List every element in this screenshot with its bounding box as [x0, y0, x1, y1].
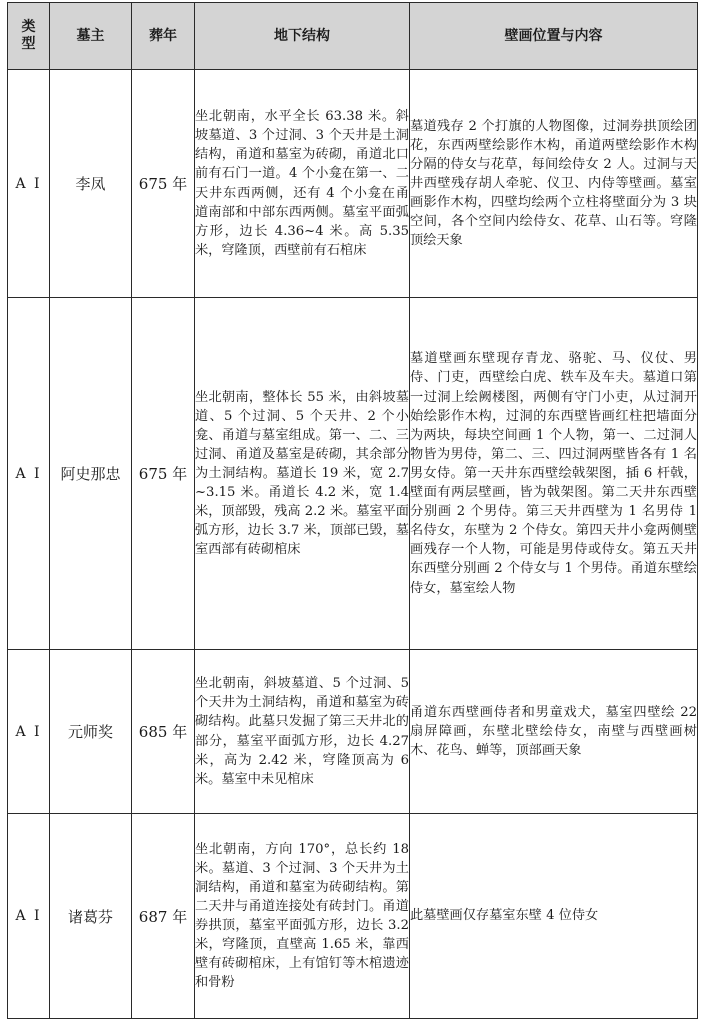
- cell-structure: 坐北朝南，整体长 55 米，由斜坡墓道、5 个过洞、5 个天井、2 个小龛、甬道与墓室组成。第一、二、三过洞、甬道及墓室是砖砌，其余部分为土洞结构。墓道长 19 米，宽 2.7~3.15 米。甬道长 4.2 米，宽 1.4 米，顶部毁，残高 2.2 米。墓室平面弧方形，边长 3.7 米，顶部已毁，墓室西部有砖砌棺床: [195, 298, 410, 650]
- cell-structure: 坐北朝南，方向 170°，总长约 18 米。墓道、3 个过洞、3 个天井为土洞结构，甬道和墓室为砖砌结构。第二天井与甬道连接处有砖封门。甬道券拱顶，墓室平面弧方形，边长 3.2 米，穹隆顶，直壁高 1.65 米，靠西壁有砖砌棺床，上有馆钉等木棺遗迹和骨粉: [195, 814, 410, 1019]
- cell-type: A Ⅰ: [8, 70, 50, 298]
- cell-owner: 元师奖: [50, 650, 132, 814]
- header-type: 类型: [8, 3, 50, 70]
- cell-murals: 墓道壁画东壁现存青龙、骆驼、马、仪仗、男侍、门吏，西壁绘白虎、轶车及车夫。墓道口第一过洞上绘阙楼图，两侧有守门小吏，从过洞开始绘影作木构，过洞的东西壁皆画红柱把墙面分为两块，每块空间画 1 个人物，第一、二过洞人物皆为男侍，第二、三、四过洞两壁皆各有 1 名男女侍。第一天井东西壁绘戟架图，插 6 杆戟，壁面有两层壁画，皆为戟架图。第二天井东西壁分别画 2 个男侍。第三天井西壁为 1 名男侍 1 名侍女，东壁为 2 个侍女。第四天井小龛两侧壁画残存一个人物，可能是男侍或侍女。第五天井东西壁分别画 2 个侍女与 1 个男侍。甬道东壁绘侍女，墓室绘人物: [410, 298, 698, 650]
- cell-owner: 李凤: [50, 70, 132, 298]
- cell-murals: 此墓壁画仅存墓室东壁 4 位侍女: [410, 814, 698, 1019]
- cell-type: A Ⅰ: [8, 650, 50, 814]
- cell-type: A Ⅰ: [8, 298, 50, 650]
- cell-year: 687 年: [132, 814, 195, 1019]
- header-structure: 地下结构: [195, 3, 410, 70]
- cell-structure: 坐北朝南，水平全长 63.38 米。斜坡墓道、3 个过洞、3 个天井是土洞结构，甬道和墓室为砖砌，甬道北口前有石门一道。4 个小龛在第一、二天井东西两侧，还有 4 个小龛在甬道南部和中部东西两侧。墓室平面弧方形，边长 4.36~4 米。高 5.35 米，穹隆顶，西壁前有石棺床: [195, 70, 410, 298]
- cell-owner: 诸葛芬: [50, 814, 132, 1019]
- cell-murals: 甬道东西壁画侍者和男童戏犬，墓室四壁绘 22 扇屏障画，东壁北壁绘侍女，南壁与西壁画树木、花鸟、蝉等，顶部画天象: [410, 650, 698, 814]
- cell-type: A Ⅰ: [8, 814, 50, 1019]
- table-row: [8, 814, 698, 1019]
- cell-year: 675 年: [132, 298, 195, 650]
- table-row: [8, 70, 698, 298]
- header-year: 葬年: [132, 3, 195, 70]
- cell-year: 675 年: [132, 70, 195, 298]
- header-row: [8, 3, 698, 70]
- header-murals: 壁画位置与内容: [410, 3, 698, 70]
- cell-year: 685 年: [132, 650, 195, 814]
- tomb-table: [7, 2, 698, 1019]
- header-owner: 墓主: [50, 3, 132, 70]
- cell-structure: 坐北朝南，斜坡墓道、5 个过洞、5 个天井为土洞结构，甬道和墓室为砖砌结构。此墓只发掘了第三天井北的部分，墓室平面弧方形，边长 4.27 米，高为 2.42 米，穹隆顶高为 6 米。墓室中未见棺床: [195, 650, 410, 814]
- cell-murals: 墓道残存 2 个打旗的人物图像，过洞券拱顶绘团花，东西两壁绘影作木构，甬道两壁绘影作木构分隔的侍女与花草，每间绘侍女 2 人。过洞与天井西壁残存胡人牵驼、仪卫、内侍等壁画。墓室画影作木构，四壁均绘两个立柱将壁面分为 3 块空间，各个空间内绘侍女、花草、山石等。穹隆顶绘天象: [410, 70, 698, 298]
- table-row: [8, 298, 698, 650]
- table-row: [8, 650, 698, 814]
- cell-owner: 阿史那忠: [50, 298, 132, 650]
